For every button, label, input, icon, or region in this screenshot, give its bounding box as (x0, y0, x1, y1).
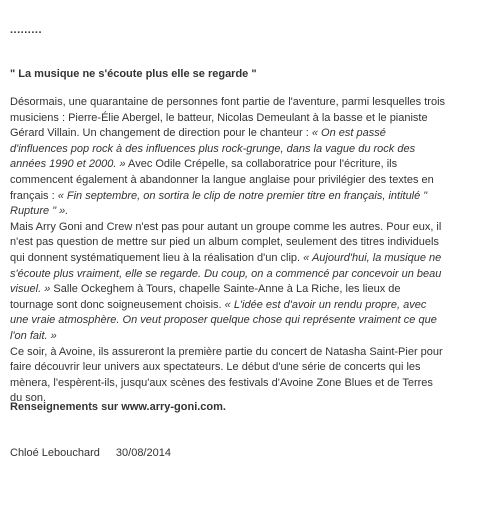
publish-date: 30/08/2014 (115, 447, 171, 459)
body-text: Mais Arry Goni and Crew n'est pas pour autant un groupe comme les autres. Pour eux, il n'est pas question de mettre sur pied un album complet, seulement des titres individuels qui donnent systématiquement lieu à la réalisation d'un clip. (10, 220, 442, 264)
body-text: Désormais, une quarantaine de personnes font partie de l'aventure, parmi lesquelles trois musiciens : Pierre-Élie Abergel, le batteur, Nicolas Demeulant à la basse et le pianiste Gérard Villain. Un changement de direction pour le chanteur : (10, 96, 446, 140)
ellipsis-separator: ......... (10, 24, 43, 36)
article-body (10, 95, 446, 407)
info-link-text: Renseignements sur www.arry-goni.com. (10, 401, 226, 413)
quote-text: « Fin septembre, on sortira le clip de notre premier titre en français, intitulé " Rupture " ». (10, 189, 428, 218)
body-text: Salle Ockeghem à Tours, chapelle Sainte-Anne à La Riche, les lieux de tournage sont donc soigneusement choisis. (10, 283, 401, 311)
article-subheading: " La musique ne s'écoute plus elle se regarde " (10, 68, 257, 80)
paragraph-3: Ce soir, à Avoine, ils assureront la première partie du concert de Natasha Saint-Pier pour faire découvrir leur univers aux spectateurs. Le début d'une série de concerts qui les mènera, l'espèrent-ils, jusqu'aux scènes des festivals d'Avoine Zone Blues et de Terres du son. (10, 345, 443, 405)
paragraph-1 (10, 95, 446, 220)
quote-text: « On est passé d'influences pop rock à des influences plus rock-grunge, dans la vague du rock des années 1990 et 2000. » (10, 127, 416, 171)
author-name: Chloé Lebouchard (10, 447, 100, 459)
paragraph-2 (10, 220, 446, 345)
body-text: Avec Odile Crépelle, sa collaboratrice pour l'écriture, ils commencent également à abandonner la langue anglaise pour privilégier des textes en français : (10, 158, 434, 202)
byline (10, 447, 171, 459)
quote-text: « Aujourd'hui, la musique ne s'écoute plus vraiment, elle se regarde. Du coup, on a commencé par concevoir un beau visuel. » (10, 251, 442, 296)
quote-text: « L'idée est d'avoir un rendu propre, avec une vraie atmosphère. On veut proposer quelque chose qui représente vraiment ce que l'on fait. » (10, 298, 437, 342)
